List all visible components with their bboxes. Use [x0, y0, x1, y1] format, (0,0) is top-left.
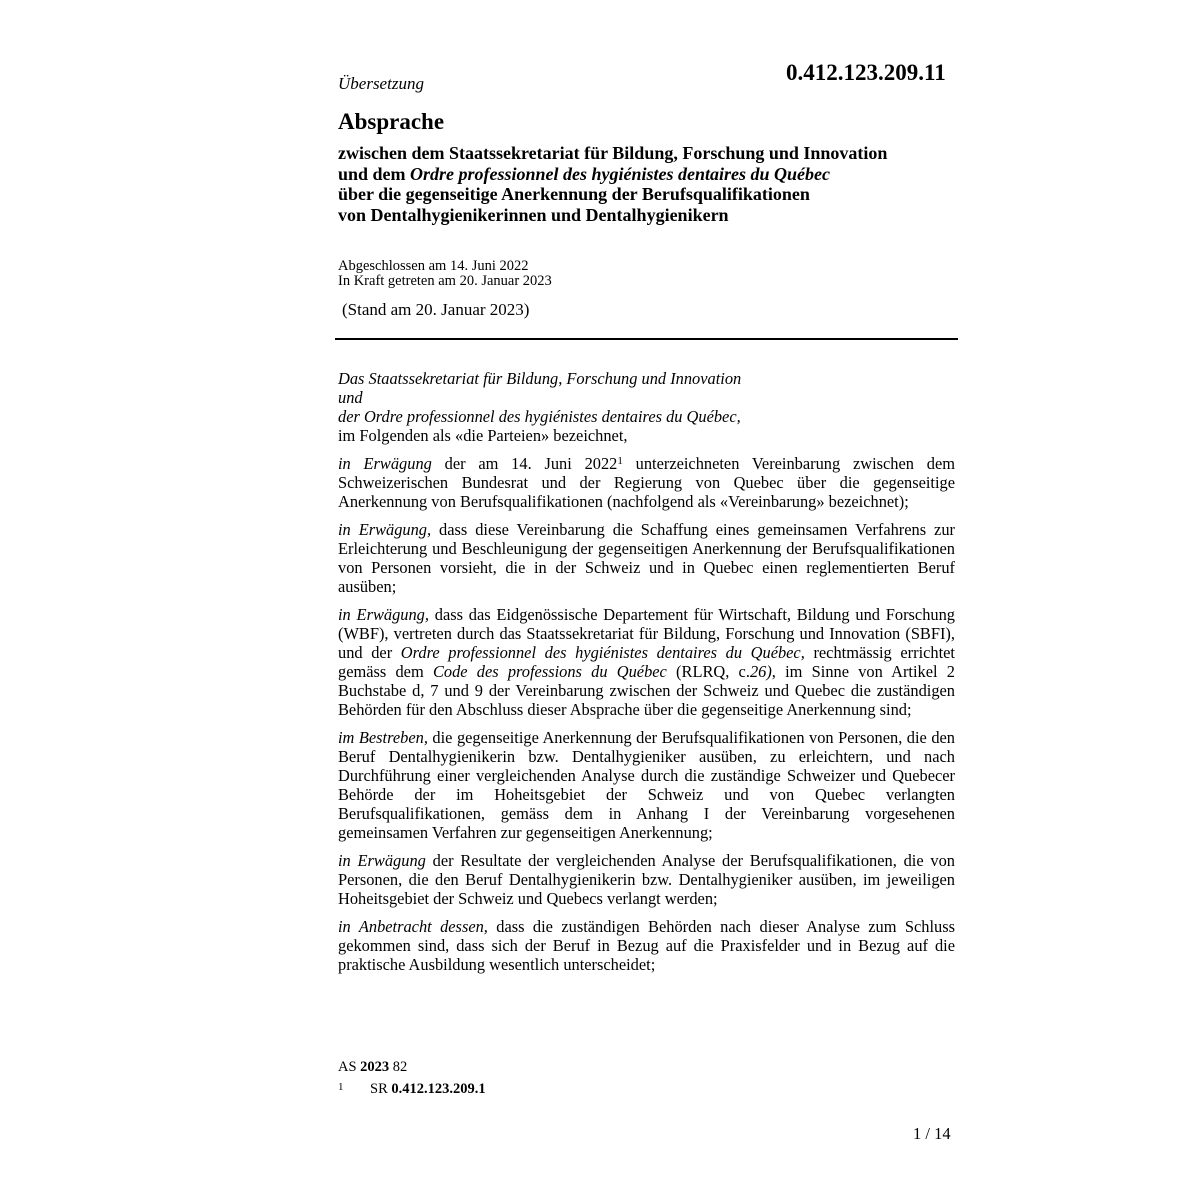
- document-dates: [338, 259, 552, 289]
- preamble-and: und: [338, 388, 363, 407]
- recital-3-text-b: rechtmässig errichtet gemäss dem: [338, 643, 955, 681]
- concluded-date: Abgeschlossen am 14. Juni 2022: [338, 258, 529, 274]
- preamble-party-1: Das Staatssekretariat für Bildung, Forschung und Innovation: [338, 369, 742, 388]
- subtitle-line-1: zwischen dem Staatssekretariat für Bildung, Forschung und Innovation: [338, 143, 888, 163]
- recital-1: [338, 454, 955, 511]
- recital-4-text: die gegenseitige Anerkennung der Berufsqualifikationen von Personen, die den Beruf Dentalhygienikerin bzw. Dentalhygieniker ausüben, zu erleichtern, und nach Durchführung einer vergleichenden Analyse durch die zuständige Schweizer und Quebecer Behörde der im Hoheitsgebiet der Schweiz und von Quebec verlangten Berufsqualifikationen, gemäss dem in Anhang I der Vereinbarung vorgesehenen gemeinsamen Verfahren zur gegenseitigen Anerkennung;: [338, 728, 955, 842]
- recital-3-text-c: (RLRQ, c.: [666, 662, 750, 681]
- subtitle-line-4: von Dentalhygienikerinnen und Dentalhygienikern: [338, 204, 729, 225]
- as-prefix: AS: [338, 1059, 361, 1075]
- recital-3: [338, 605, 955, 719]
- recital-3-text-a: dass das Eidgenössische Departement für Wirtschaft, Bildung und Forschung (WBF), vertreten durch das Staatssekretariat für Bildung, Forschung und Innovation (SBFI), und der: [338, 605, 955, 662]
- recital-6-lead: in Anbetracht dessen,: [338, 917, 488, 936]
- recital-3-italic-2: Code des professions du Québec: [432, 662, 667, 681]
- in-force-date: In Kraft getreten am 20. Januar 2023: [338, 273, 552, 289]
- footnote-ref-1[interactable]: 1: [617, 455, 623, 467]
- recital-4: [338, 728, 955, 842]
- subtitle-line-2-italic: Ordre professionnel des hygiénistes dentaires du Québec: [410, 163, 831, 184]
- recital-1-text-a: der am 14. Juni 2022: [431, 454, 618, 473]
- footnote-1: [338, 1081, 486, 1098]
- subtitle-line-3: über die gegenseitige Anerkennung der Berufsqualifikationen: [338, 184, 810, 204]
- recital-2-lead: in Erwägung,: [338, 520, 432, 539]
- preamble: [338, 369, 955, 445]
- recital-1-lead: in Erwägung: [338, 454, 432, 473]
- footnote-prefix: SR: [370, 1081, 392, 1097]
- recital-5-lead: in Erwägung: [338, 851, 426, 870]
- recital-3-italic-3: 26): [749, 662, 772, 681]
- recital-6-text: dass die zuständigen Behörden nach dieser Analyse zum Schluss gekommen sind, dass sich der Beruf in Bezug auf die Praxisfelder und in Bezug auf die praktische Ausbildung wesentlich unterscheidet;: [338, 917, 955, 974]
- sr-number: 0.412.123.209.11: [786, 60, 946, 85]
- recital-2: [338, 520, 955, 596]
- footnote-sr-ref[interactable]: 0.412.123.209.1: [391, 1081, 486, 1097]
- status-date: (Stand am 20. Januar 2023): [342, 300, 530, 319]
- as-year: 2023: [360, 1059, 390, 1075]
- recital-3-italic-1: Ordre professionnel des hygiénistes dentaires du Québec,: [400, 643, 805, 662]
- recital-6: [338, 917, 955, 974]
- document-title: Absprache: [338, 109, 445, 134]
- recital-2-text: dass diese Vereinbarung die Schaffung eines gemeinsamen Verfahrens zur Erleichterung und Beschleunigung der gegenseitigen Anerkennung der Berufsqualifikationen von Personen vorsieht, die in der Schweiz und in Quebec einen reglementierten Beruf ausüben;: [338, 520, 955, 596]
- recital-4-lead: im Bestreben,: [338, 728, 428, 747]
- document-body: [338, 369, 955, 983]
- footnote-marker: 1: [338, 1081, 344, 1093]
- preamble-party-2: der Ordre professionnel des hygiénistes dentaires du Québec,: [338, 407, 741, 426]
- horizontal-rule: [335, 338, 958, 340]
- page-number: 1 / 14: [913, 1124, 951, 1143]
- subtitle-line-2-prefix: und dem: [338, 163, 411, 184]
- official-compilation-ref: [338, 1059, 407, 1076]
- recital-5: [338, 851, 955, 908]
- subtitle-line-2: [338, 164, 968, 185]
- recital-1-text-b: unterzeichneten Vereinbarung zwischen dem Schweizerischen Bundesrat und der Regierung von Quebec über die gegenseitige Anerkennung von Berufsqualifikationen (nachfolgend als «Vereinbarung» bezeichnet);: [338, 454, 955, 511]
- recital-3-text-d: , im Sinne von Artikel 2 Buchstabe d, 7 und 9 der Vereinbarung zwischen der Schweiz und Quebec die zuständigen Behörden für den Abschluss dieser Absprache über die gegenseitige Anerkennung sind;: [338, 662, 955, 719]
- document-subtitle: [338, 143, 968, 225]
- as-page: 82: [389, 1059, 408, 1075]
- recital-5-text: der Resultate der vergleichenden Analyse der Berufsqualifikationen, die von Personen, die den Beruf Dentalhygienikerin bzw. Dentalhygieniker ausüben, im jeweiligen Hoheitsgebiet der Schweiz und Quebecs verlangt werden;: [338, 851, 955, 908]
- preamble-referred: im Folgenden als «die Parteien» bezeichnet,: [338, 426, 628, 445]
- translation-label: Übersetzung: [338, 74, 424, 93]
- recital-3-lead: in Erwägung,: [338, 605, 429, 624]
